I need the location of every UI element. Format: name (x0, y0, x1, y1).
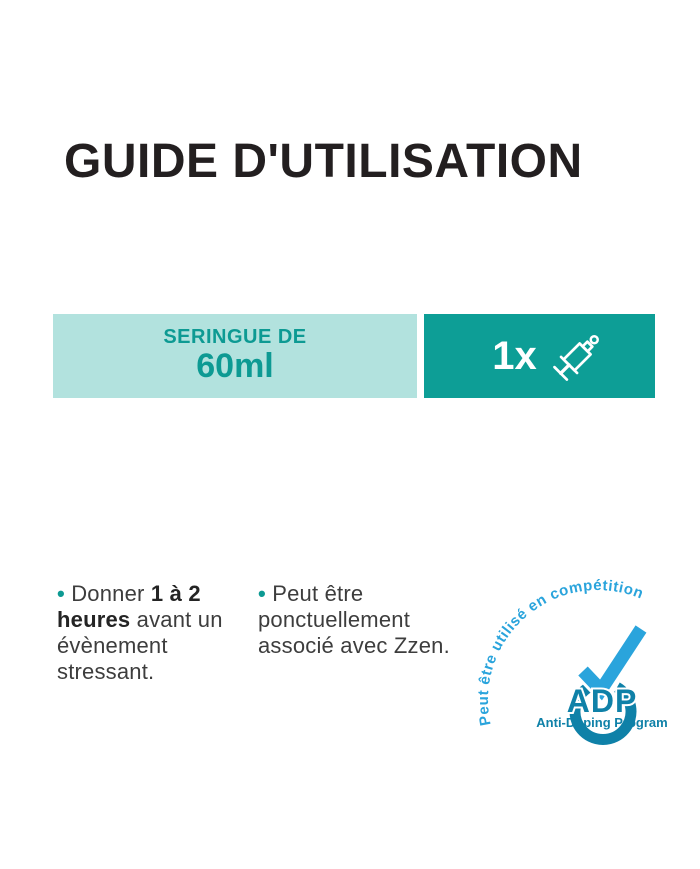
instruction-item (57, 581, 225, 685)
adp-anti-doping-badge (468, 570, 668, 745)
syringe-size-label: SERINGUE DE (163, 326, 307, 349)
instruction-text: Donner (64, 581, 151, 606)
instruction-text-bold: 1 à 2 heures (57, 581, 201, 632)
adp-arc-text: Peut être utilisé en compétition (474, 577, 647, 728)
bullet-icon: • (57, 581, 65, 606)
syringe-volume-value: 60ml (196, 347, 274, 386)
syringe-icon (547, 321, 613, 392)
adp-acronym-label: ADP (566, 683, 638, 719)
syringe-quantity-box (424, 314, 655, 398)
syringe-size-box (53, 314, 417, 398)
page-title: GUIDE D'UTILISATION (64, 135, 583, 188)
quantity-value: 1x (492, 334, 537, 378)
instruction-text: avant un évènement stressant. (57, 607, 223, 684)
instruction-item (258, 581, 476, 659)
dosage-row (53, 314, 655, 398)
bullet-icon: • (258, 581, 266, 606)
adp-program-name-label: Anti-Doping Program (536, 715, 668, 730)
instruction-text: Peut être ponctuellement associé avec Zzen. (258, 581, 450, 658)
